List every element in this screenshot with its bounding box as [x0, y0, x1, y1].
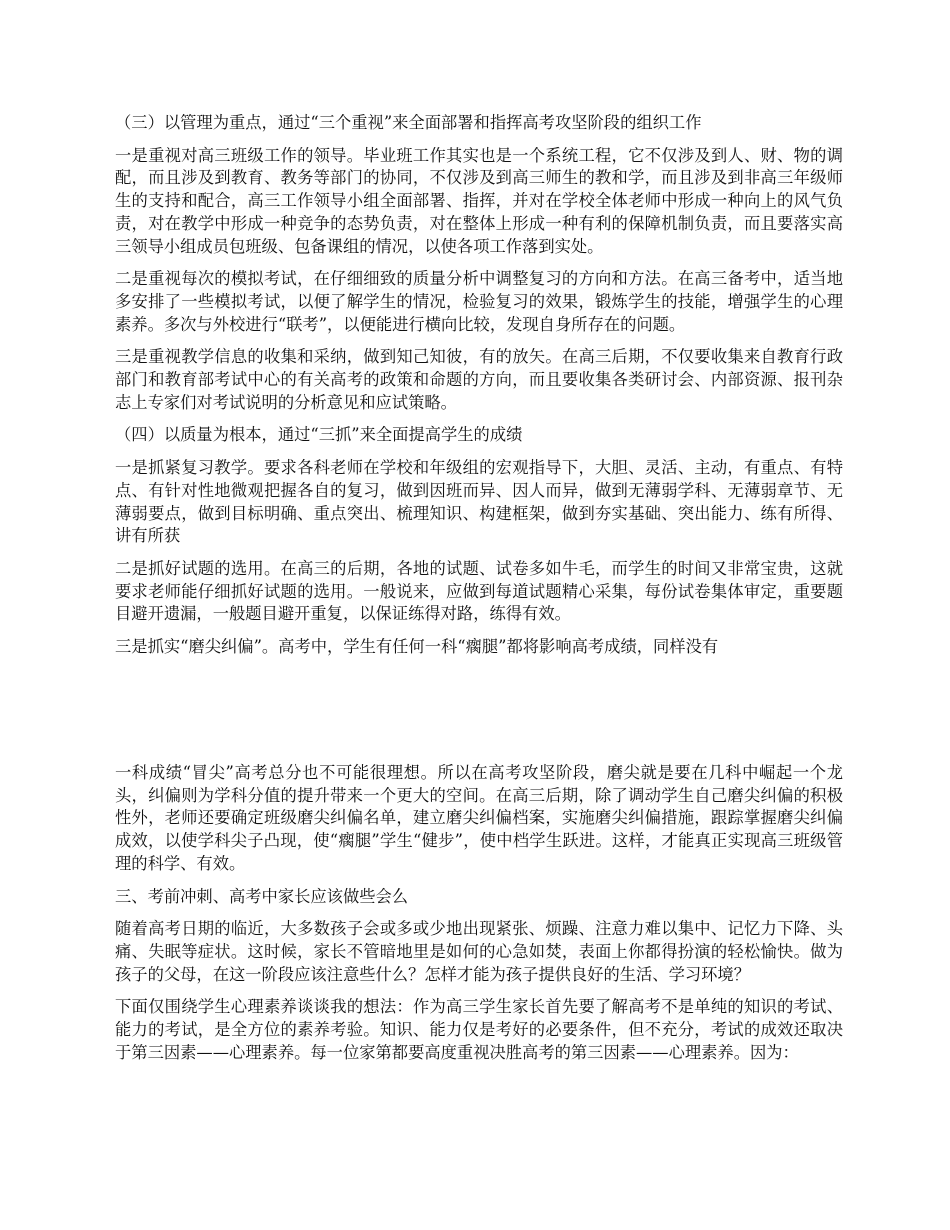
- paragraph: 一是重视对高三班级工作的领导。毕业班工作其实也是一个系统工程，它不仅涉及到人、财、物的调配，而且涉及到教育、教务等部门的协同，不仅涉及到高三师生的教和学，而且涉及到非高三年级师生的支持和配合，高三工作领导小组全面部署、指挥，并对在学校全体老师中形成一种向上的风气负责，对在教学中形成一种竞争的态势负责，对在整体上形成一种有利的保障机制负责，而且要落实高三领导小组成员包班级、包备课组的情况，以使各项工作落到实处。: [115, 145, 843, 256]
- document-page-continued: [115, 762, 843, 1064]
- section-heading-3: （三）以管理为重点，通过“三个重视”来全面部署和指挥高考攻坚阶段的组织工作: [115, 113, 702, 132]
- paragraph: 一科成绩“冒尖”高考总分也不可能很理想。所以在高考攻坚阶段，磨尖就是要在几科中崛起一个龙头，纠偏则为学科分值的提升带来一个更大的空间。在高三后期，除了调动学生自己磨尖纠偏的积极性外，老师还要确定班级磨尖纠偏名单，建立磨尖纠偏档案，实施磨尖纠偏措施，跟踪掌握磨尖纠偏成效，以使学科尖子凸现，使“瘸腿”学生“健步”，使中档学生跃进。这样，才能真正实现高三班级管理的科学、有效。: [115, 763, 843, 873]
- paragraph: 一是抓紧复习教学。要求各科老师在学校和年级组的宏观指导下，大胆、灵活、主动，有重点、有特点、有针对性地微观把握各自的复习，做到因班而异、因人而异，做到无薄弱学科、无薄弱章节、无薄弱要点，做到目标明确、重点突出、梳理知识、构建框架，做到夯实基础、突出能力、练有所得、讲有所获: [115, 458, 843, 546]
- document-page: [115, 112, 843, 659]
- paragraph: 随着高考日期的临近，大多数孩子会或多或少地出现紧张、烦躁、注意力难以集中、记忆力下降、头痛、失眠等症状。这时候，家长不管暗地里是如何的心急如焚，表面上你都得扮演的轻松愉快。做为孩子的父母，在这一阶段应该注意些什么？怎样才能为孩子提供良好的生活、学习环境？: [115, 919, 843, 984]
- paragraph: 二是重视每次的模拟考试，在仔细细致的质量分析中调整复习的方向和方法。在高三备考中，适当地多安排了一些模拟考试，以便了解学生的情况，检验复习的效果，锻炼学生的技能，增强学生的心理素养。多次与外校进行“联考”，以便能进行横向比较，发现自身所存在的问题。: [115, 269, 843, 334]
- section-heading-part-3: 三、考前冲刺、高考中家长应该做些会么: [115, 886, 409, 906]
- paragraph: 三是抓实“磨尖纠偏”。高考中，学生有任何一科“瘸腿”都将影响高考成绩，同样没有: [115, 637, 719, 657]
- section-heading-4: （四）以质量为根本，通过“三抓”来全面提高学生的成绩: [115, 425, 523, 445]
- paragraph: 三是重视教学信息的收集和采纳，做到知己知彼，有的放矢。在高三后期，不仅要收集来自教育行政部门和教育部考试中心的有关高考的政策和命题的方向，而且要收集各类研讨会、内部资源、报刊杂志上专家们对考试说明的分析意见和应试策略。: [115, 347, 843, 412]
- paragraph: 二是抓好试题的选用。在高三的后期，各地的试题、试卷多如牛毛，而学生的时间又非常宝贵，这就要求老师能仔细抓好试题的选用。一般说来，应做到每道试题精心采集，每份试卷集体审定，重要题目避开遗漏，一般题目避开重复，以保证练得对路，练得有效。: [115, 558, 843, 624]
- paragraph: 下面仅围绕学生心理素养谈谈我的想法：作为高三学生家长首先要了解高考不是单纯的知识的考试、能力的考试，是全方位的素养考验。知识、能力仅是考好的必要条件，但不充分，考试的成效还取决于第三因素——心理素养。每一位家第都要高度重视决胜高考的第三因素——心理素养。因为：: [115, 997, 843, 1062]
